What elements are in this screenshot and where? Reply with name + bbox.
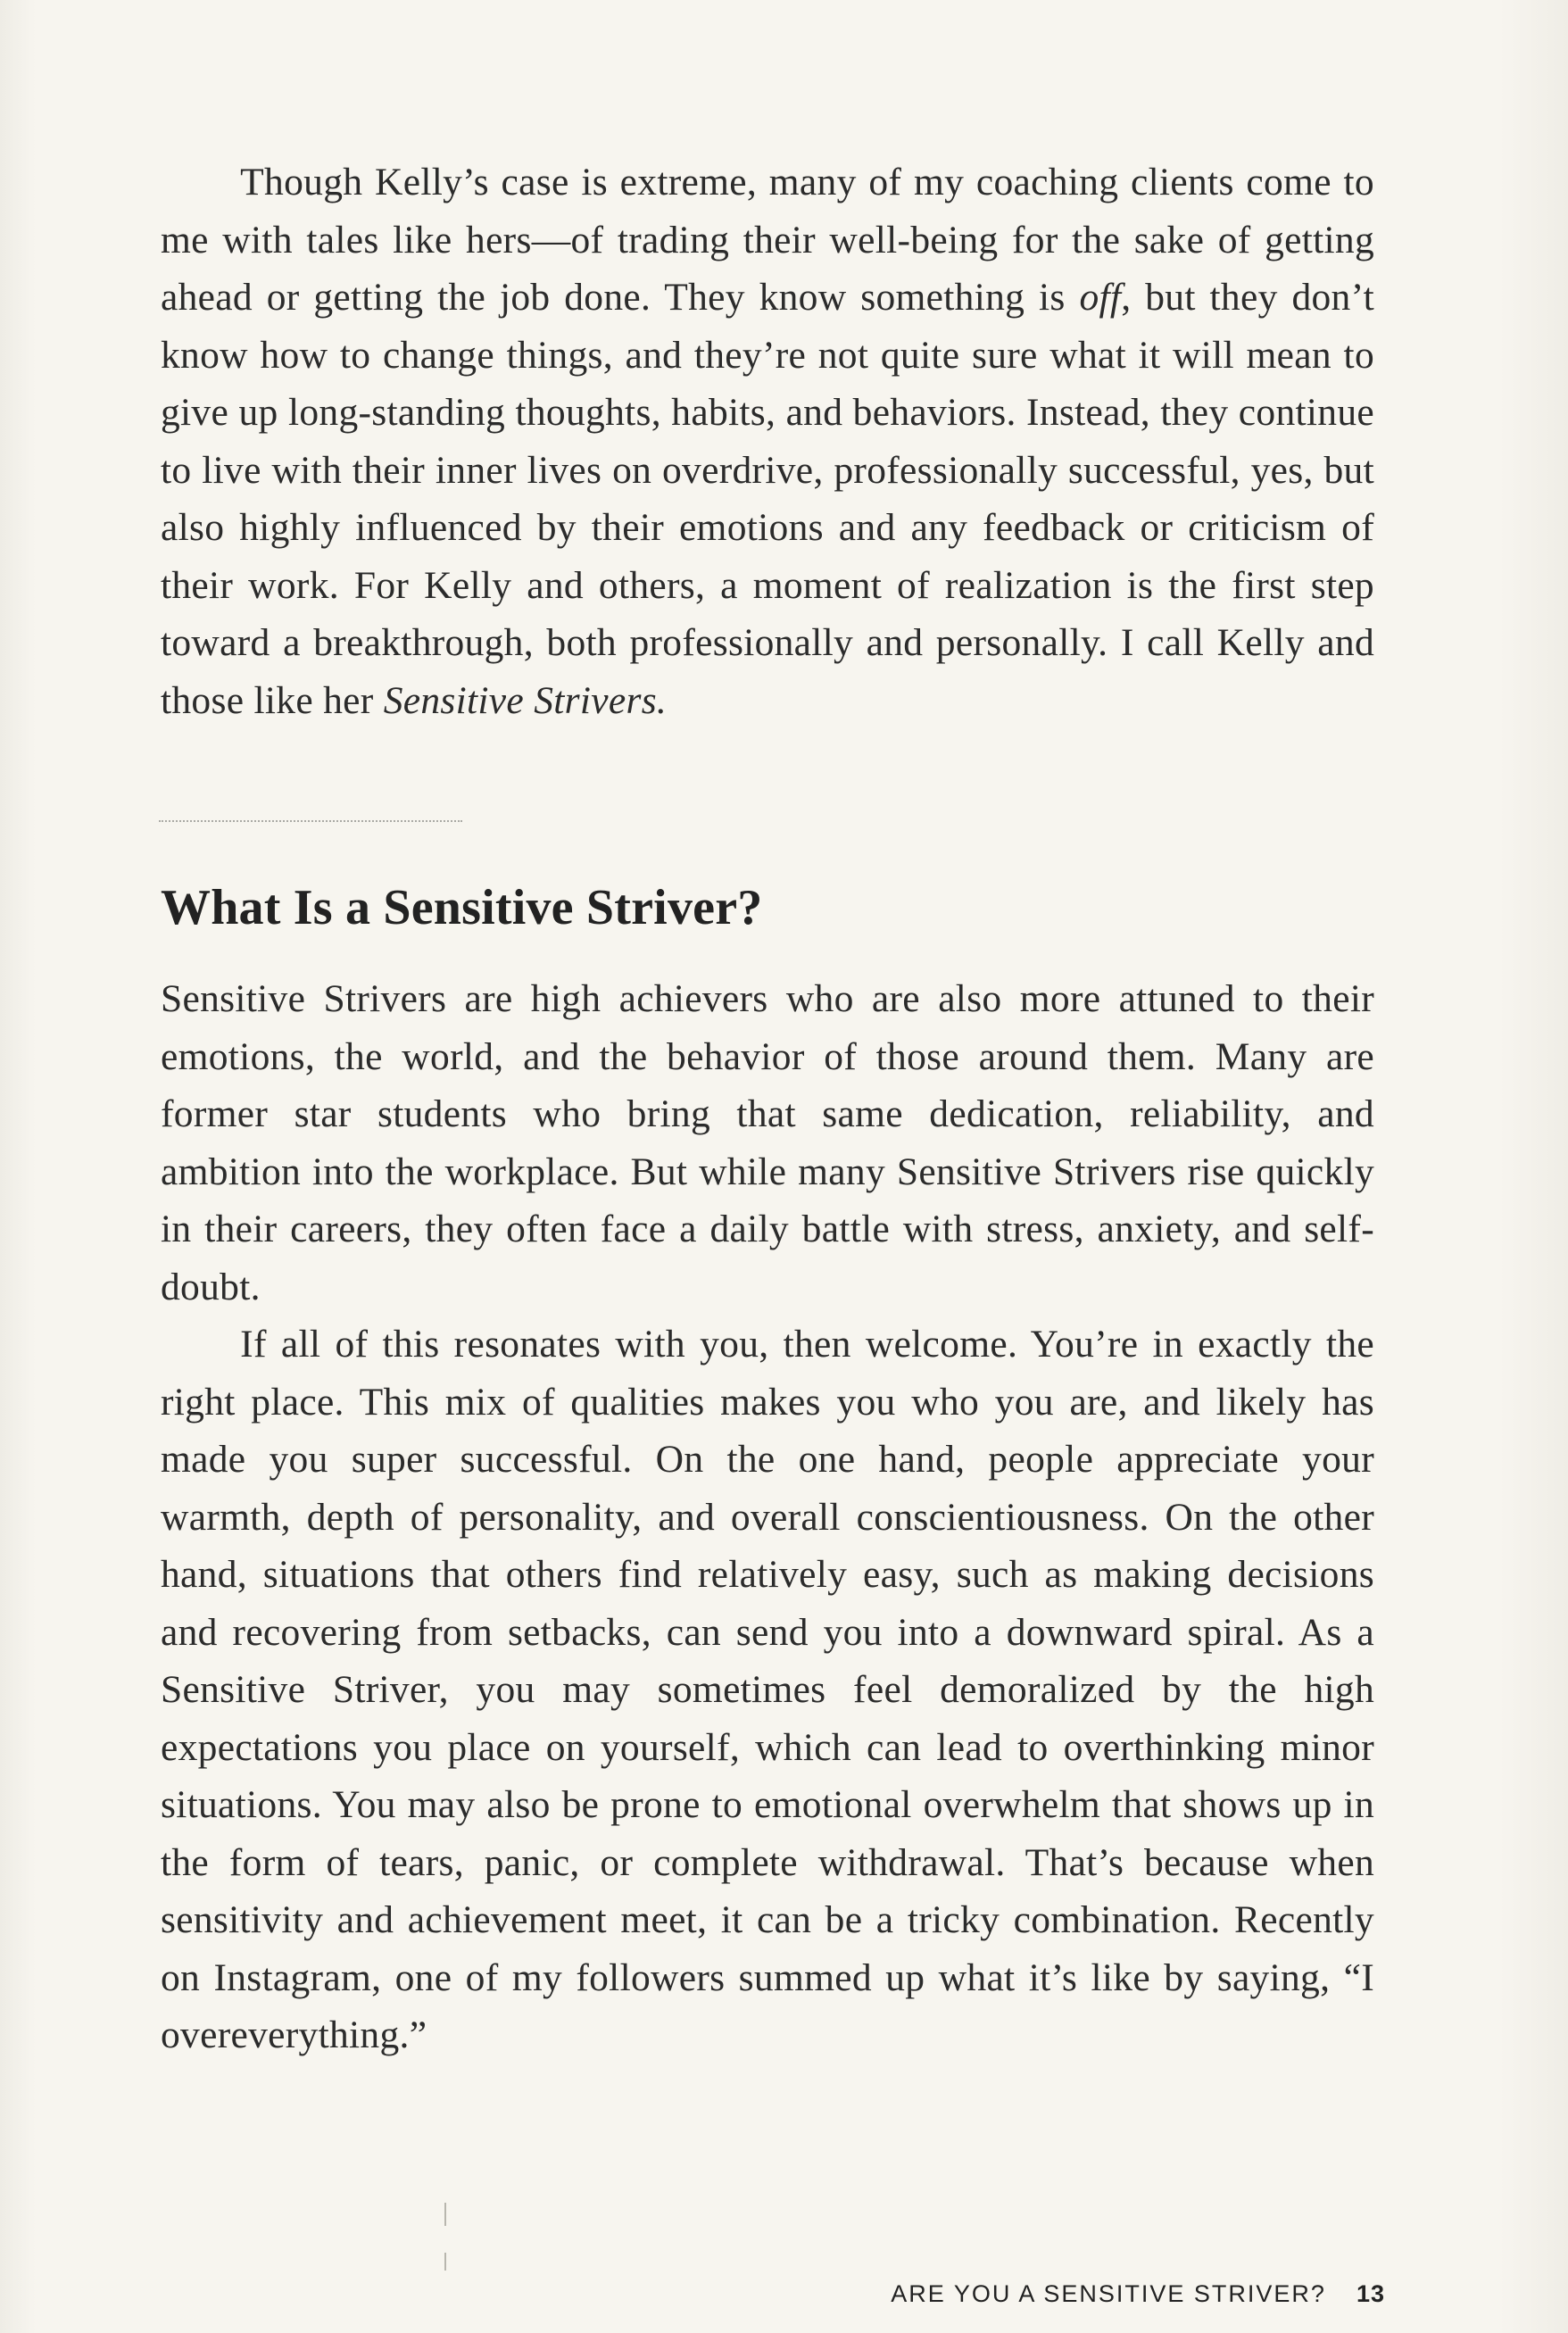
- intro-paragraph: [161, 154, 1374, 729]
- section-text-block: [161, 970, 1374, 2064]
- section-divider: [159, 820, 462, 822]
- intro-italic-off: off: [1079, 276, 1122, 319]
- running-head: ARE YOU A SENSITIVE STRIVER?: [891, 2280, 1326, 2307]
- intro-text-part-1: Though Kelly’s case is extreme, many of my coaching clients come to me with tales like hers—of trading their well-being for the sake of getting ahead or getting the job done. They know something is: [161, 161, 1374, 319]
- scan-mark: [444, 2253, 446, 2271]
- page-footer: [891, 2279, 1385, 2309]
- intro-text-block: [161, 154, 1374, 729]
- section-paragraph-2: If all of this resonates with you, then welcome. You’re in exactly the right place. This mix of qualities makes you who you are, and likely has made you super successful. On the one hand, people appreciate your warmth, depth of personality, and overall conscientiousness. On the other hand, situations that others find relatively easy, such as making decisions and recovering from setbacks, can send you into a downward spiral. As a Sensitive Striver, you may sometimes feel demoralized by the high expectations you place on yourself, which can lead to overthinking minor situations. You may also be prone to emotional overwhelm that shows up in the form of tears, panic, or complete withdrawal. That’s because when sensitivity and achievement meet, it can be a tricky combination. Recently on Instagram, one of my followers summed up what it’s like by saying, “I overeverything.”: [161, 1323, 1374, 2056]
- intro-italic-term: Sensitive Strivers.: [383, 678, 668, 722]
- page-number: 13: [1356, 2280, 1385, 2307]
- intro-text-part-2: , but they don’t know how to change things, and they’re not quite sure what it will mean to give up long-standing thoughts, habits, and behaviors. Instead, they continue to live with their inner lives on overdrive, professionally successful, yes, but also highly influenced by their emotions and any feedback or criticism of their work. For Kelly and others, a moment of realization is the first step toward a breakthrough, both professionally and personally. I call Kelly and those like her: [161, 276, 1374, 722]
- section-paragraph-1: Sensitive Strivers are high achievers who are also more attuned to their emotions, the world, and the behavior of those around them. Many are former star students who bring that same dedication, reliability, and ambition into the workplace. But while many Sensitive Strivers rise quickly in their careers, they often face a daily battle with stress, anxiety, and self-doubt.: [161, 977, 1374, 1308]
- section-heading: What Is a Sensitive Striver?: [161, 880, 763, 935]
- scan-mark: [444, 2203, 446, 2226]
